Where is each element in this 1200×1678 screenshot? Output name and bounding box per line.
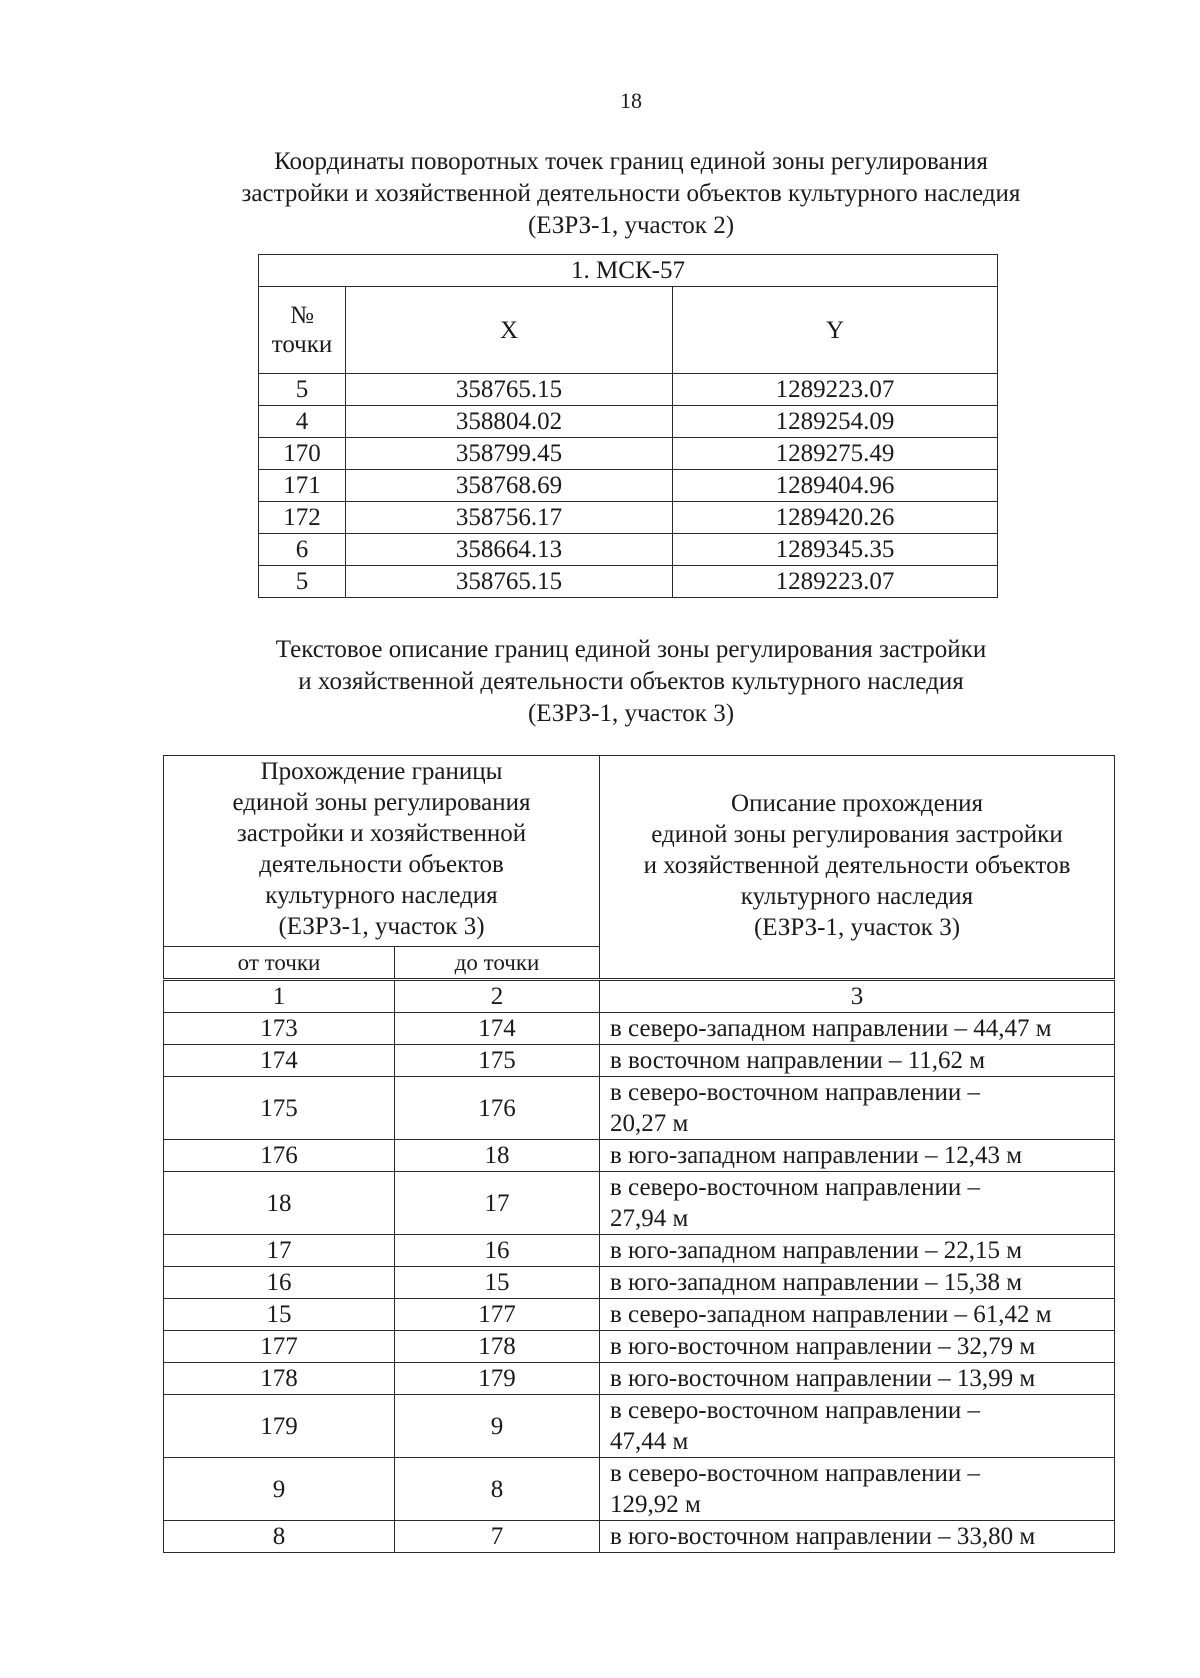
coordinates-title — [0, 146, 1200, 242]
x-value: 358768.69 — [346, 470, 673, 502]
from-point: 179 — [164, 1395, 395, 1458]
to-point: 15 — [395, 1267, 600, 1299]
from-point: 8 — [164, 1521, 395, 1553]
header-text: и хозяйственной деятельности объектов — [643, 852, 1071, 879]
x-value: 358756.17 — [346, 502, 673, 534]
direction-description — [600, 1458, 1115, 1521]
table-row — [164, 1521, 1115, 1553]
boundary-description-table — [163, 755, 1115, 1553]
y-value: 1289404.96 — [673, 470, 998, 502]
to-point: 174 — [395, 1013, 600, 1045]
title-line: Текстовое описание границ единой зоны регулирования застройки — [275, 636, 987, 663]
point-number-header — [259, 287, 346, 374]
header-text: культурного наследия — [265, 882, 498, 909]
title-line: Координаты поворотных точек границ единой зоны регулирования — [274, 148, 988, 175]
header-text: деятельности объектов — [259, 851, 504, 878]
table-row — [164, 1140, 1115, 1172]
direction-description — [600, 1331, 1115, 1363]
header-text: единой зоны регулирования застройки — [651, 821, 1063, 848]
description-title — [0, 634, 1200, 730]
to-point: 178 — [395, 1331, 600, 1363]
description-line: в северо-восточном направлении – — [610, 1460, 981, 1487]
table-row — [164, 1458, 1115, 1521]
direction-description — [600, 1077, 1115, 1140]
table-row — [164, 1013, 1115, 1045]
point-number: 171 — [259, 470, 346, 502]
table-row — [164, 1267, 1115, 1299]
description-line: 27,94 м — [610, 1205, 689, 1232]
y-value: 1289275.49 — [673, 438, 998, 470]
header-text: точки — [271, 331, 333, 358]
y-value: 1289223.07 — [673, 374, 998, 406]
direction-description — [600, 1235, 1115, 1267]
description-line: в юго-восточном направлении – 13,99 м — [610, 1365, 1036, 1392]
title-line: (ЕЗРЗ-1, участок 2) — [527, 212, 735, 239]
header-text: единой зоны регулирования — [232, 789, 531, 816]
column-number: 3 — [600, 980, 1115, 1013]
description-line: в северо-западном направлении – 61,42 м — [610, 1301, 1052, 1328]
from-point: 17 — [164, 1235, 395, 1267]
y-value: 1289254.09 — [673, 406, 998, 438]
point-number: 170 — [259, 438, 346, 470]
point-number: 6 — [259, 534, 346, 566]
x-value: 358765.15 — [346, 374, 673, 406]
x-header: X — [346, 287, 673, 374]
table-row — [164, 1395, 1115, 1458]
to-point: 176 — [395, 1077, 600, 1140]
table-row — [164, 1363, 1115, 1395]
from-point: 178 — [164, 1363, 395, 1395]
header-text: (ЕЗРЗ-1, участок 3) — [278, 913, 485, 940]
description-line: в юго-восточном направлении – 32,79 м — [610, 1333, 1036, 1360]
x-value: 358799.45 — [346, 438, 673, 470]
point-number: 5 — [259, 566, 346, 598]
title-line: (ЕЗРЗ-1, участок 3) — [527, 700, 735, 727]
description-line: 47,44 м — [610, 1428, 689, 1455]
direction-description — [600, 1299, 1115, 1331]
to-point: 179 — [395, 1363, 600, 1395]
table-row — [259, 566, 998, 598]
from-point: 15 — [164, 1299, 395, 1331]
from-point: 177 — [164, 1331, 395, 1363]
table-row — [259, 502, 998, 534]
header-text: Прохождение границы — [260, 758, 503, 785]
description-line: в северо-западном направлении – 44,47 м — [610, 1015, 1052, 1042]
direction-description — [600, 1013, 1115, 1045]
direction-description — [600, 1363, 1115, 1395]
table-row — [164, 1045, 1115, 1077]
table-row — [259, 374, 998, 406]
to-point: 177 — [395, 1299, 600, 1331]
from-point: 175 — [164, 1077, 395, 1140]
x-value: 358765.15 — [346, 566, 673, 598]
table-row — [259, 406, 998, 438]
header-text: Описание прохождения — [731, 790, 983, 817]
header-text: культурного наследия — [740, 883, 974, 910]
from-point: 16 — [164, 1267, 395, 1299]
table-row — [259, 534, 998, 566]
from-point: 174 — [164, 1045, 395, 1077]
y-value: 1289223.07 — [673, 566, 998, 598]
to-point: 8 — [395, 1458, 600, 1521]
point-number: 4 — [259, 406, 346, 438]
table-row — [164, 1077, 1115, 1140]
description-line: в юго-восточном направлении – 33,80 м — [610, 1523, 1036, 1550]
header-text: (ЕЗРЗ-1, участок 3) — [753, 914, 961, 941]
from-point: 9 — [164, 1458, 395, 1521]
y-value: 1289420.26 — [673, 502, 998, 534]
description-line: в юго-западном направлении – 15,38 м — [610, 1269, 1023, 1296]
y-value: 1289345.35 — [673, 534, 998, 566]
header-text: застройки и хозяйственной — [236, 820, 527, 847]
description-line: 20,27 м — [610, 1110, 689, 1137]
description-line: в восточном направлении – 11,62 м — [610, 1047, 986, 1074]
to-point: 7 — [395, 1521, 600, 1553]
boundary-passage-header — [164, 756, 600, 947]
to-point: 175 — [395, 1045, 600, 1077]
from-point: 173 — [164, 1013, 395, 1045]
column-number: 2 — [395, 980, 600, 1013]
table-row — [164, 1235, 1115, 1267]
direction-description — [600, 1267, 1115, 1299]
point-number: 172 — [259, 502, 346, 534]
to-point-header: до точки — [395, 947, 600, 980]
description-line: в северо-восточном направлении – — [610, 1079, 981, 1106]
to-point: 9 — [395, 1395, 600, 1458]
x-value: 358664.13 — [346, 534, 673, 566]
description-line: в юго-западном направлении – 22,15 м — [610, 1237, 1023, 1264]
direction-description — [600, 1140, 1115, 1172]
header-text: № — [290, 302, 314, 329]
coordinate-system-label: 1. МСК-57 — [259, 255, 998, 287]
description-line: в северо-восточном направлении – — [610, 1174, 981, 1201]
column-number: 1 — [164, 980, 395, 1013]
from-point-header: от точки — [164, 947, 395, 980]
description-line: в северо-восточном направлении – — [610, 1397, 981, 1424]
x-value: 358804.02 — [346, 406, 673, 438]
table-row — [259, 438, 998, 470]
page-number: 18 — [620, 88, 642, 113]
description-line: 129,92 м — [610, 1491, 701, 1518]
y-header: Y — [673, 287, 998, 374]
table-row — [259, 470, 998, 502]
table-row — [164, 1331, 1115, 1363]
to-point: 16 — [395, 1235, 600, 1267]
coordinates-table — [258, 254, 998, 598]
from-point: 18 — [164, 1172, 395, 1235]
to-point: 17 — [395, 1172, 600, 1235]
to-point: 18 — [395, 1140, 600, 1172]
from-point: 176 — [164, 1140, 395, 1172]
direction-description — [600, 1395, 1115, 1458]
direction-description — [600, 1521, 1115, 1553]
direction-description — [600, 1172, 1115, 1235]
title-line: и хозяйственной деятельности объектов культурного наследия — [298, 668, 964, 695]
description-header — [600, 756, 1115, 980]
description-line: в юго-западном направлении – 12,43 м — [610, 1142, 1023, 1169]
table-row — [164, 1172, 1115, 1235]
table-row — [164, 1299, 1115, 1331]
direction-description — [600, 1045, 1115, 1077]
point-number: 5 — [259, 374, 346, 406]
title-line: застройки и хозяйственной деятельности объектов культурного наследия — [241, 180, 1021, 207]
